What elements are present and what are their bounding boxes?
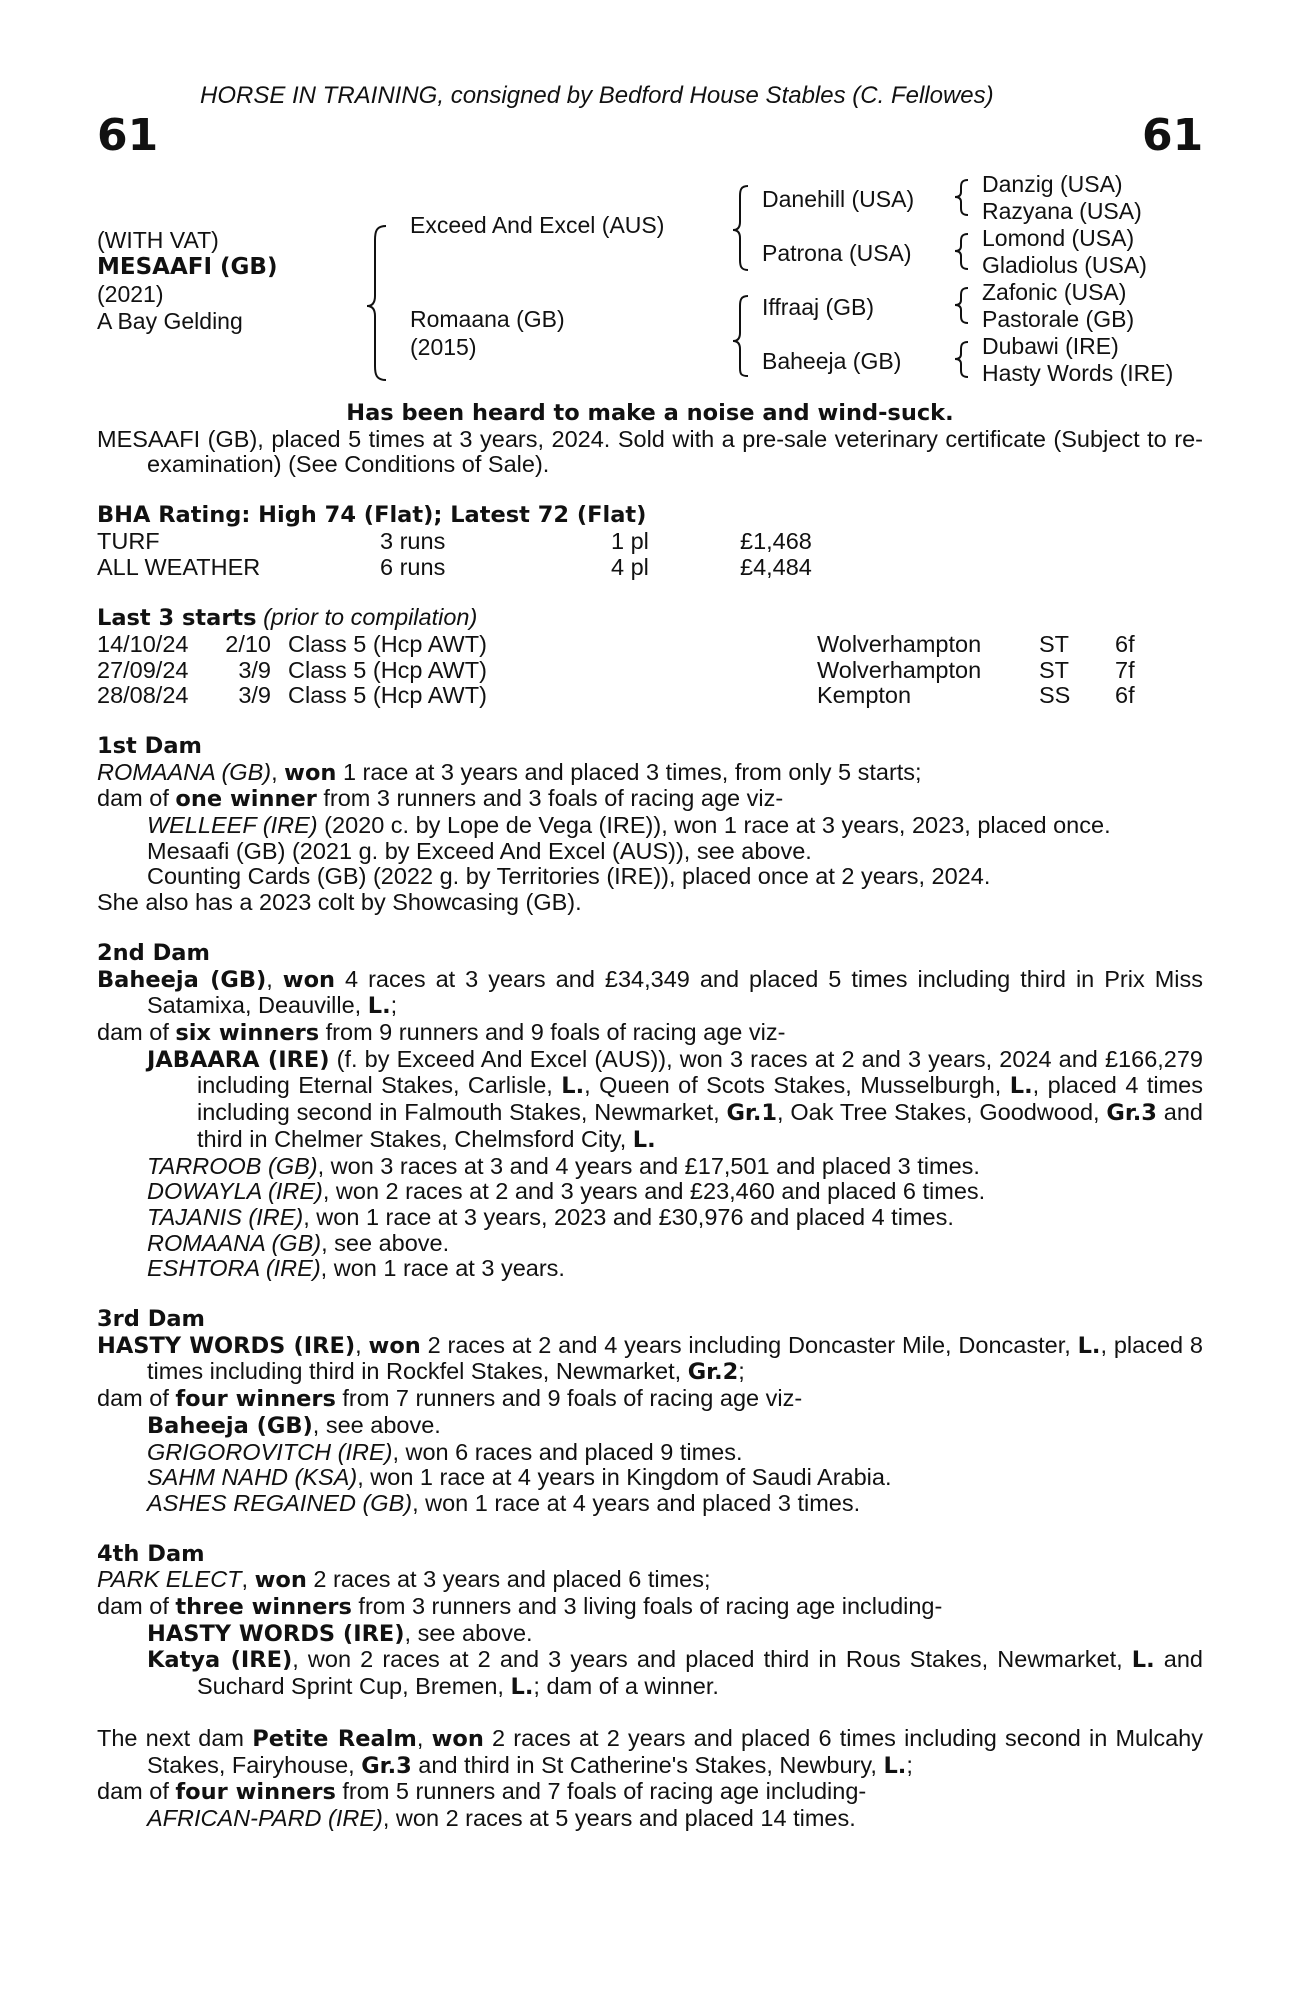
start-class: Class 5 (Hcp AWT) [288, 630, 487, 657]
progeny-item: Mesaafi (GB) (2021 g. by Exceed And Excel (AUS)), see above. [147, 837, 812, 864]
progeny-item: ESHTORA (IRE), won 1 race at 3 years. [147, 1255, 565, 1282]
start-class: Class 5 (Hcp AWT) [288, 656, 487, 683]
sire: Exceed And Excel (AUS) [410, 212, 665, 238]
lot-number-right: 61 [1142, 110, 1204, 161]
dam-1-section [97, 734, 1203, 916]
dam-year: (2015) [410, 334, 477, 360]
start-date: 14/10/24 [97, 630, 189, 657]
start-position: 2/10 [225, 630, 271, 657]
rating-surface: TURF [97, 527, 160, 554]
gen2-4: Baheeja (GB) [762, 348, 902, 374]
dam: Romaana (GB) [410, 306, 565, 332]
rating-prize: £1,468 [740, 527, 812, 554]
rating-row [97, 555, 1203, 581]
progeny-item: SAHM NAHD (KSA), won 1 race at 4 years in Kingdom of Saudi Arabia. [147, 1464, 892, 1491]
progeny-item: ASHES REGAINED (GB), won 1 race at 4 years and placed 3 times. [147, 1489, 861, 1516]
dam-of-line: dam of four winners from 7 runners and 9 foals of racing age viz- [97, 1385, 803, 1413]
start-row [97, 658, 1203, 684]
next-dam-section [97, 1726, 1203, 1832]
brace-gen3-1 [955, 180, 968, 215]
start-distance: 6f [1115, 630, 1135, 657]
dam-heading: 2nd Dam [97, 939, 210, 966]
dam-heading: 3rd Dam [97, 1306, 205, 1333]
start-distance: 7f [1115, 656, 1135, 683]
starts-heading: Last 3 starts [97, 605, 257, 632]
gen2-3: Iffraaj (GB) [762, 294, 875, 320]
vat-label: (WITH VAT) [97, 227, 219, 253]
start-course: Kempton [817, 682, 912, 709]
progeny-item: WELLEEF (IRE) (2020 c. by Lope de Vega (IRE)), won 1 race at 3 years, 2023, placed once. [147, 812, 1111, 839]
start-course: Wolverhampton [817, 656, 982, 683]
start-date: 27/09/24 [97, 656, 189, 683]
progeny-item: JABAARA (IRE) (f. by Exceed And Excel (AUS)), won 3 races at 2 and 3 years, 2024 and £166,279 including Eternal Stakes, Carlisle, L., Queen of Scots Stakes, Musselburgh, L., placed 4 times including second in Falmouth Stakes, Newmarket, Gr.1, Oak Tree Stakes, Goodwood, Gr.3 and third in Chelmer Stakes, Chelmsford City, L. [147, 1045, 1203, 1153]
start-position: 3/9 [238, 656, 271, 683]
rating-placed: 4 pl [611, 553, 649, 580]
horse-name: MESAAFI (GB) [97, 254, 278, 280]
brace-gen1 [367, 226, 386, 380]
start-date: 28/08/24 [97, 682, 189, 709]
summary: MESAAFI (GB), placed 5 times at 3 years, 2024. Sold with a pre-sale veterinary certificate (Subject to re-examination) (See Conditions of Sale). [97, 425, 1203, 478]
lot-number-left: 61 [97, 110, 159, 161]
start-course: Wolverhampton [817, 630, 982, 657]
rating-runs: 6 runs [380, 553, 446, 580]
next-dam-intro: The next dam Petite Realm, won 2 races at 2 years and placed 6 times including second in Mulcahy Stakes, Fairyhouse, Gr.3 and third in St Catherine's Stakes, Newbury, L.; [97, 1724, 1203, 1779]
starts-note: (prior to compilation) [263, 604, 478, 631]
progeny-item: GRIGOROVITCH (IRE), won 6 races and placed 9 times. [147, 1438, 743, 1465]
dam-intro: Baheeja (GB), won 4 races at 3 years and £34,349 and placed 5 times including third in Prix Miss Satamixa, Deauville, L.; [97, 965, 1203, 1020]
brace-gen3-2 [955, 234, 968, 269]
rating-heading: BHA Rating: High 74 (Flat); Latest 72 (Flat) [97, 502, 647, 529]
start-row [97, 683, 1203, 709]
gen3-7: Dubawi (IRE) [982, 333, 1119, 359]
start-distance: 6f [1115, 682, 1135, 709]
start-going: ST [1039, 630, 1070, 657]
gen3-2: Razyana (USA) [982, 198, 1142, 224]
start-row [97, 632, 1203, 658]
dam-intro: ROMAANA (GB), won 1 race at 3 years and placed 3 times, from only 5 starts; [97, 758, 922, 786]
start-going: SS [1039, 682, 1071, 709]
progeny-item: Counting Cards (GB) (2022 g. by Territories (IRE)), placed once at 2 years, 2024. [147, 863, 991, 890]
gen3-1: Danzig (USA) [982, 171, 1123, 197]
page-header: HORSE IN TRAINING, consigned by Bedford House Stables (C. Fellowes) [200, 82, 994, 109]
dam-4-section [97, 1542, 1203, 1701]
gen3-5: Zafonic (USA) [982, 279, 1127, 305]
rating-section [97, 503, 1203, 580]
dam-intro: PARK ELECT, won 2 races at 3 years and placed 6 times; [97, 1566, 711, 1594]
gen3-4: Gladiolus (USA) [982, 252, 1147, 278]
gen3-6: Pastorale (GB) [982, 306, 1135, 332]
last-starts-section [97, 605, 1203, 709]
gen2-1: Danehill (USA) [762, 186, 915, 212]
dam-heading: 4th Dam [97, 1540, 205, 1567]
horse-year: (2021) [97, 281, 164, 307]
brace-gen2-dam [733, 296, 748, 376]
horse-description: A Bay Gelding [97, 308, 243, 334]
progeny-item: TAJANIS (IRE), won 1 race at 3 years, 2023 and £30,976 and placed 4 times. [147, 1203, 954, 1230]
brace-gen3-4 [955, 342, 968, 377]
progeny-item: AFRICAN-PARD (IRE), won 2 races at 5 years and placed 14 times. [147, 1804, 856, 1831]
catalogue-body [97, 401, 1203, 1832]
start-going: ST [1039, 656, 1070, 683]
progeny-item: TARROOB (GB), won 3 races at 3 and 4 years and £17,501 and placed 3 times. [147, 1152, 980, 1179]
progeny-item: Baheeja (GB), see above. [147, 1411, 441, 1439]
progeny-item: HASTY WORDS (IRE), see above. [147, 1619, 533, 1647]
rating-row [97, 529, 1203, 555]
brace-gen3-3 [955, 288, 968, 323]
dam-3-section [97, 1307, 1203, 1517]
rating-runs: 3 runs [380, 527, 446, 554]
progeny-item: Katya (IRE), won 2 races at 2 and 3 years and placed third in Rous Stakes, Newmarket, L. and Suchard Sprint Cup, Bremen, L.; dam of a winner. [147, 1646, 1203, 1701]
rating-surface: ALL WEATHER [97, 553, 261, 580]
gen2-2: Patrona (USA) [762, 240, 912, 266]
dam-of-line: dam of one winner from 3 runners and 3 foals of racing age viz- [97, 785, 784, 813]
dam-2-section [97, 941, 1203, 1282]
notice: Has been heard to make a noise and wind-suck. [346, 400, 954, 426]
progeny-item: ROMAANA (GB), see above. [147, 1229, 450, 1256]
dam-of-line: dam of four winners from 5 runners and 7 foals of racing age including- [97, 1778, 867, 1806]
dam-of-line: dam of six winners from 9 runners and 9 foals of racing age viz- [97, 1018, 786, 1046]
rating-placed: 1 pl [611, 527, 649, 554]
dam-heading: 1st Dam [97, 732, 202, 759]
brace-gen2-sire [733, 186, 748, 270]
dam-footer: She also has a 2023 colt by Showcasing (GB). [97, 889, 582, 916]
gen3-3: Lomond (USA) [982, 225, 1135, 251]
start-class: Class 5 (Hcp AWT) [288, 682, 487, 709]
rating-prize: £4,484 [740, 553, 812, 580]
gen3-8: Hasty Words (IRE) [982, 360, 1174, 386]
start-position: 3/9 [238, 682, 271, 709]
progeny-item: DOWAYLA (IRE), won 2 races at 2 and 3 years and £23,460 and placed 6 times. [147, 1178, 986, 1205]
dam-intro: HASTY WORDS (IRE), won 2 races at 2 and 4 years including Doncaster Mile, Doncaster, L., placed 8 times including third in Rockfel Stakes, Newmarket, Gr.2; [97, 1331, 1204, 1386]
dam-of-line: dam of three winners from 3 runners and 3 living foals of racing age including- [97, 1593, 943, 1621]
